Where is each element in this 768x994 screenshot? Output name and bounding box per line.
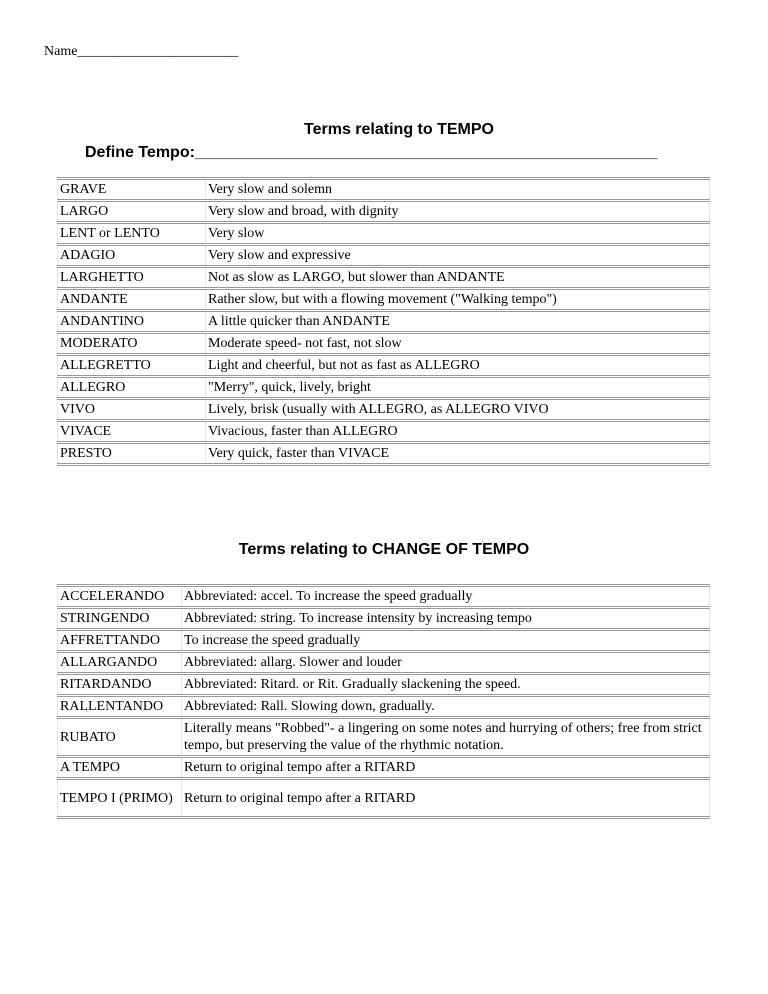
definition-cell: Light and cheerful, but not as fast as ALLEGRO [206,355,710,377]
term-cell: TEMPO I (PRIMO) [58,779,182,818]
definition-cell: "Merry", quick, lively, bright [206,377,710,399]
definition-cell: Vivacious, faster than ALLEGRO [206,421,710,443]
table-row [58,399,710,421]
change-of-tempo-section-title: Terms relating to CHANGE OF TEMPO [238,541,530,558]
table-row [58,586,710,608]
definition-cell: To increase the speed gradually [182,630,710,652]
term-cell: STRINGENDO [58,608,182,630]
table-row [58,377,710,399]
term-cell: LARGO [58,201,206,223]
term-cell: LARGHETTO [58,267,206,289]
table-row [58,718,710,757]
term-cell: ALLEGRETTO [58,355,206,377]
term-cell: ALLEGRO [58,377,206,399]
definition-cell: Lively, brisk (usually with ALLEGRO, as ALLEGRO VIVO [206,399,710,421]
definition-cell: Rather slow, but with a flowing movement ("Walking tempo") [206,289,710,311]
table-row [58,179,710,201]
table-row [58,267,710,289]
table-row [58,223,710,245]
term-cell: LENT or LENTO [58,223,206,245]
definition-cell: Abbreviated: accel. To increase the speed gradually [182,586,710,608]
definition-cell: Very slow and solemn [206,179,710,201]
table-row [58,443,710,465]
name-field: Name_______________________ [44,44,239,59]
definition-cell: Very slow and expressive [206,245,710,267]
definition-cell: Abbreviated: string. To increase intensity by increasing tempo [182,608,710,630]
table-row [58,674,710,696]
table-row [58,779,710,818]
term-cell: ANDANTE [58,289,206,311]
definition-cell: Abbreviated: Rall. Slowing down, gradually. [182,696,710,718]
definition-cell: Literally means "Robbed"- a lingering on some notes and hurrying of others; free from strict tempo, but preserving the value of the rhythmic notation. [182,718,710,757]
table-row [58,696,710,718]
definition-cell: Very quick, faster than VIVACE [206,443,710,465]
tempo-section-title: Terms relating to TEMPO [304,121,494,138]
term-cell: ANDANTINO [58,311,206,333]
term-cell: ALLARGANDO [58,652,182,674]
table-row [58,289,710,311]
term-cell: A TEMPO [58,757,182,779]
term-cell: RUBATO [58,718,182,757]
tempo-terms-table [57,177,710,466]
table-row [58,333,710,355]
table-row [58,630,710,652]
definition-cell: Return to original tempo after a RITARD [182,757,710,779]
definition-cell: Moderate speed- not fast, not slow [206,333,710,355]
definition-cell: Very slow and broad, with dignity [206,201,710,223]
term-cell: GRAVE [58,179,206,201]
term-cell: VIVACE [58,421,206,443]
table-row [58,757,710,779]
define-tempo-prompt: Define Tempo:____________________________________________________ [85,144,658,161]
table-row [58,421,710,443]
definition-cell: Abbreviated: allarg. Slower and louder [182,652,710,674]
term-cell: RALLENTANDO [58,696,182,718]
definition-cell: Very slow [206,223,710,245]
term-cell: PRESTO [58,443,206,465]
term-cell: ACCELERANDO [58,586,182,608]
table-row [58,355,710,377]
term-cell: ADAGIO [58,245,206,267]
definition-cell: Not as slow as LARGO, but slower than ANDANTE [206,267,710,289]
term-cell: RITARDANDO [58,674,182,696]
definition-cell: Return to original tempo after a RITARD [182,779,710,818]
table-row [58,311,710,333]
definition-cell: A little quicker than ANDANTE [206,311,710,333]
change-of-tempo-terms-table [57,584,710,819]
table-row [58,201,710,223]
term-cell: VIVO [58,399,206,421]
term-cell: AFFRETTANDO [58,630,182,652]
table-row [58,608,710,630]
table-row [58,245,710,267]
term-cell: MODERATO [58,333,206,355]
definition-cell: Abbreviated: Ritard. or Rit. Gradually slackening the speed. [182,674,710,696]
table-row [58,652,710,674]
